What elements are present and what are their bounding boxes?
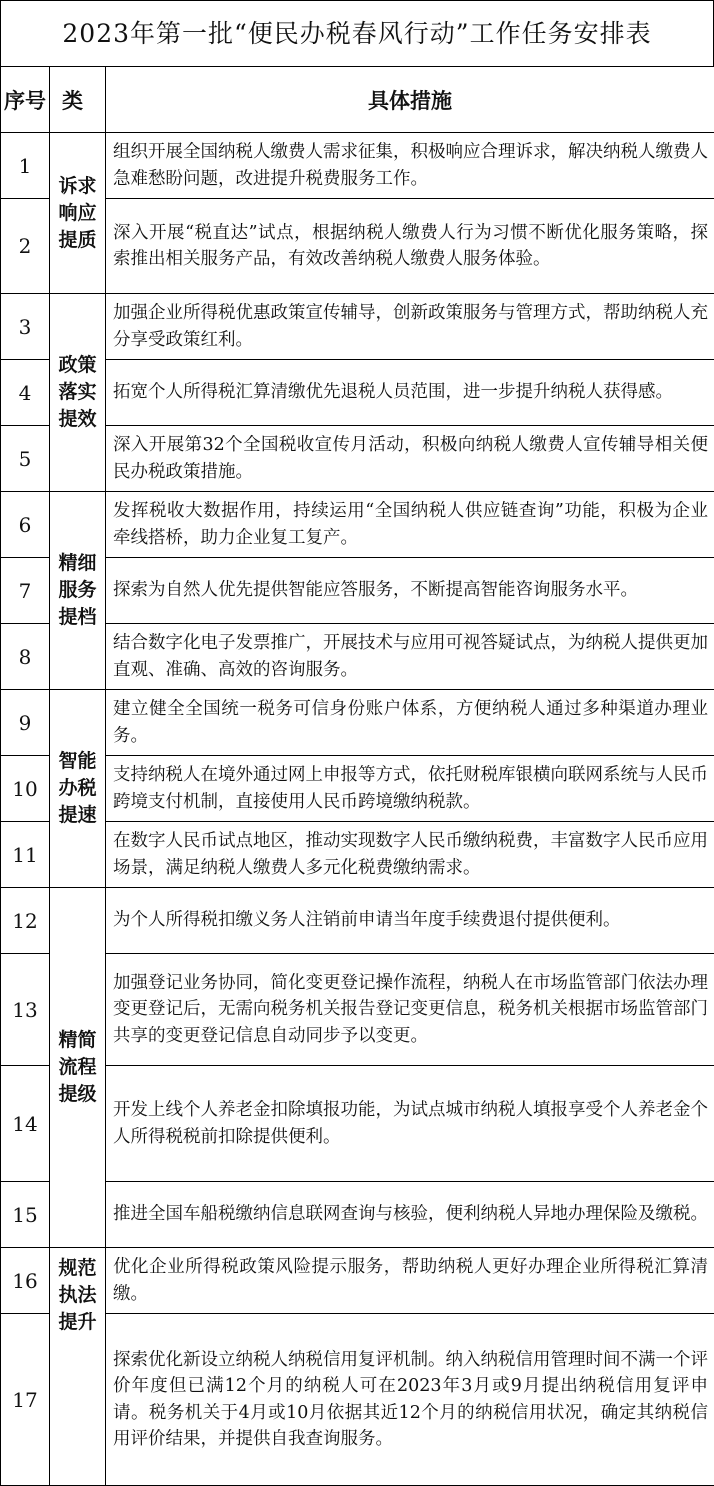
- table-row: [1, 360, 714, 426]
- table-row: [1, 558, 714, 624]
- task-table: [0, 66, 714, 1486]
- header-measures: 具体措施: [106, 67, 714, 133]
- category-cell: 精简流程提级: [50, 888, 106, 1248]
- row-number: 1: [1, 133, 50, 199]
- measure-text: 推进全国车船税缴纳信息联网查询与核验，便利纳税人异地办理保险及缴税。: [106, 1182, 714, 1248]
- table-row: [1, 1314, 714, 1486]
- table-row: [1, 756, 714, 822]
- table-row: [1, 690, 714, 756]
- measure-text: 优化企业所得税政策风险提示服务，帮助纳税人更好办理企业所得税汇算清缴。: [106, 1248, 714, 1314]
- table-row: [1, 1248, 714, 1314]
- row-number: 15: [1, 1182, 50, 1248]
- row-number: 3: [1, 294, 50, 360]
- row-number: 13: [1, 954, 50, 1066]
- measure-text: 为个人所得税扣缴义务人注销前申请当年度手续费退付提供便利。: [106, 888, 714, 954]
- row-number: 7: [1, 558, 50, 624]
- table-row: [1, 822, 714, 888]
- measure-text: 组织开展全国纳税人缴费人需求征集，积极响应合理诉求，解决纳税人缴费人急难愁盼问题，改进提升税费服务工作。: [106, 133, 714, 199]
- table-row: [1, 954, 714, 1066]
- row-number: 4: [1, 360, 50, 426]
- table-row: [1, 1182, 714, 1248]
- measure-text: 发挥税收大数据作用，持续运用“全国纳税人供应链查询”功能，积极为企业牵线搭桥，助力企业复工复产。: [106, 492, 714, 558]
- measure-text: 探索为自然人优先提供智能应答服务，不断提高智能咨询服务水平。: [106, 558, 714, 624]
- header-category: 类: [50, 67, 106, 133]
- row-number: 6: [1, 492, 50, 558]
- row-number: 2: [1, 199, 50, 294]
- table-header-row: [1, 67, 714, 133]
- measure-text: 在数字人民币试点地区，推动实现数字人民币缴纳税费，丰富数字人民币应用场景，满足纳税人缴费人多元化税费缴纳需求。: [106, 822, 714, 888]
- measure-text: 拓宽个人所得税汇算清缴优先退税人员范围，进一步提升纳税人获得感。: [106, 360, 714, 426]
- category-cell: 精细服务提档: [50, 492, 106, 690]
- category-cell: 政策落实提效: [50, 294, 106, 492]
- measure-text: 开发上线个人养老金扣除填报功能，为试点城市纳税人填报享受个人养老金个人所得税税前扣除提供便利。: [106, 1066, 714, 1182]
- table-row: [1, 199, 714, 294]
- measure-text: 加强企业所得税优惠政策宣传辅导，创新政策服务与管理方式，帮助纳税人充分享受政策红利。: [106, 294, 714, 360]
- table-row: [1, 133, 714, 199]
- table-row: [1, 1066, 714, 1182]
- table-row: [1, 492, 714, 558]
- document-title: 2023年第一批“便民办税春风行动”工作任务安排表: [0, 0, 714, 66]
- measure-text: 结合数字化电子发票推广，开展技术与应用可视答疑试点，为纳税人提供更加直观、准确、高效的咨询服务。: [106, 624, 714, 690]
- table-row: [1, 426, 714, 492]
- row-number: 5: [1, 426, 50, 492]
- row-number: 11: [1, 822, 50, 888]
- row-number: 12: [1, 888, 50, 954]
- row-number: 10: [1, 756, 50, 822]
- table-row: [1, 888, 714, 954]
- category-cell: 诉求响应提质: [50, 133, 106, 294]
- header-serial-number: 序号: [1, 67, 50, 133]
- row-number: 16: [1, 1248, 50, 1314]
- measure-text: 深入开展“税直达”试点，根据纳税人缴费人行为习惯不断优化服务策略，探索推出相关服务产品，有效改善纳税人缴费人服务体验。: [106, 199, 714, 294]
- category-cell: 智能办税提速: [50, 690, 106, 888]
- table-row: [1, 624, 714, 690]
- measure-text: 深入开展第32个全国税收宣传月活动，积极向纳税人缴费人宣传辅导相关便民办税政策措施。: [106, 426, 714, 492]
- row-number: 8: [1, 624, 50, 690]
- measure-text: 加强登记业务协同，简化变更登记操作流程，纳税人在市场监管部门依法办理变更登记后，无需向税务机关报告登记变更信息，税务机关根据市场监管部门共享的变更登记信息自动同步予以变更。: [106, 954, 714, 1066]
- row-number: 9: [1, 690, 50, 756]
- measure-text: 探索优化新设立纳税人纳税信用复评机制。纳入纳税信用管理时间不满一个评价年度但已满12个月的纳税人可在2023年3月或9月提出纳税信用复评申请。税务机关于4月或10月依据其近12个月的纳税信用状况，确定其纳税信用评价结果，并提供自我查询服务。: [106, 1314, 714, 1486]
- table-row: [1, 294, 714, 360]
- row-number: 17: [1, 1314, 50, 1486]
- measure-text: 建立健全全国统一税务可信身份账户体系，方便纳税人通过多种渠道办理业务。: [106, 690, 714, 756]
- measure-text: 支持纳税人在境外通过网上申报等方式，依托财税库银横向联网系统与人民币跨境支付机制，直接使用人民币跨境缴纳税款。: [106, 756, 714, 822]
- category-cell: 规范执法提升: [50, 1248, 106, 1486]
- row-number: 14: [1, 1066, 50, 1182]
